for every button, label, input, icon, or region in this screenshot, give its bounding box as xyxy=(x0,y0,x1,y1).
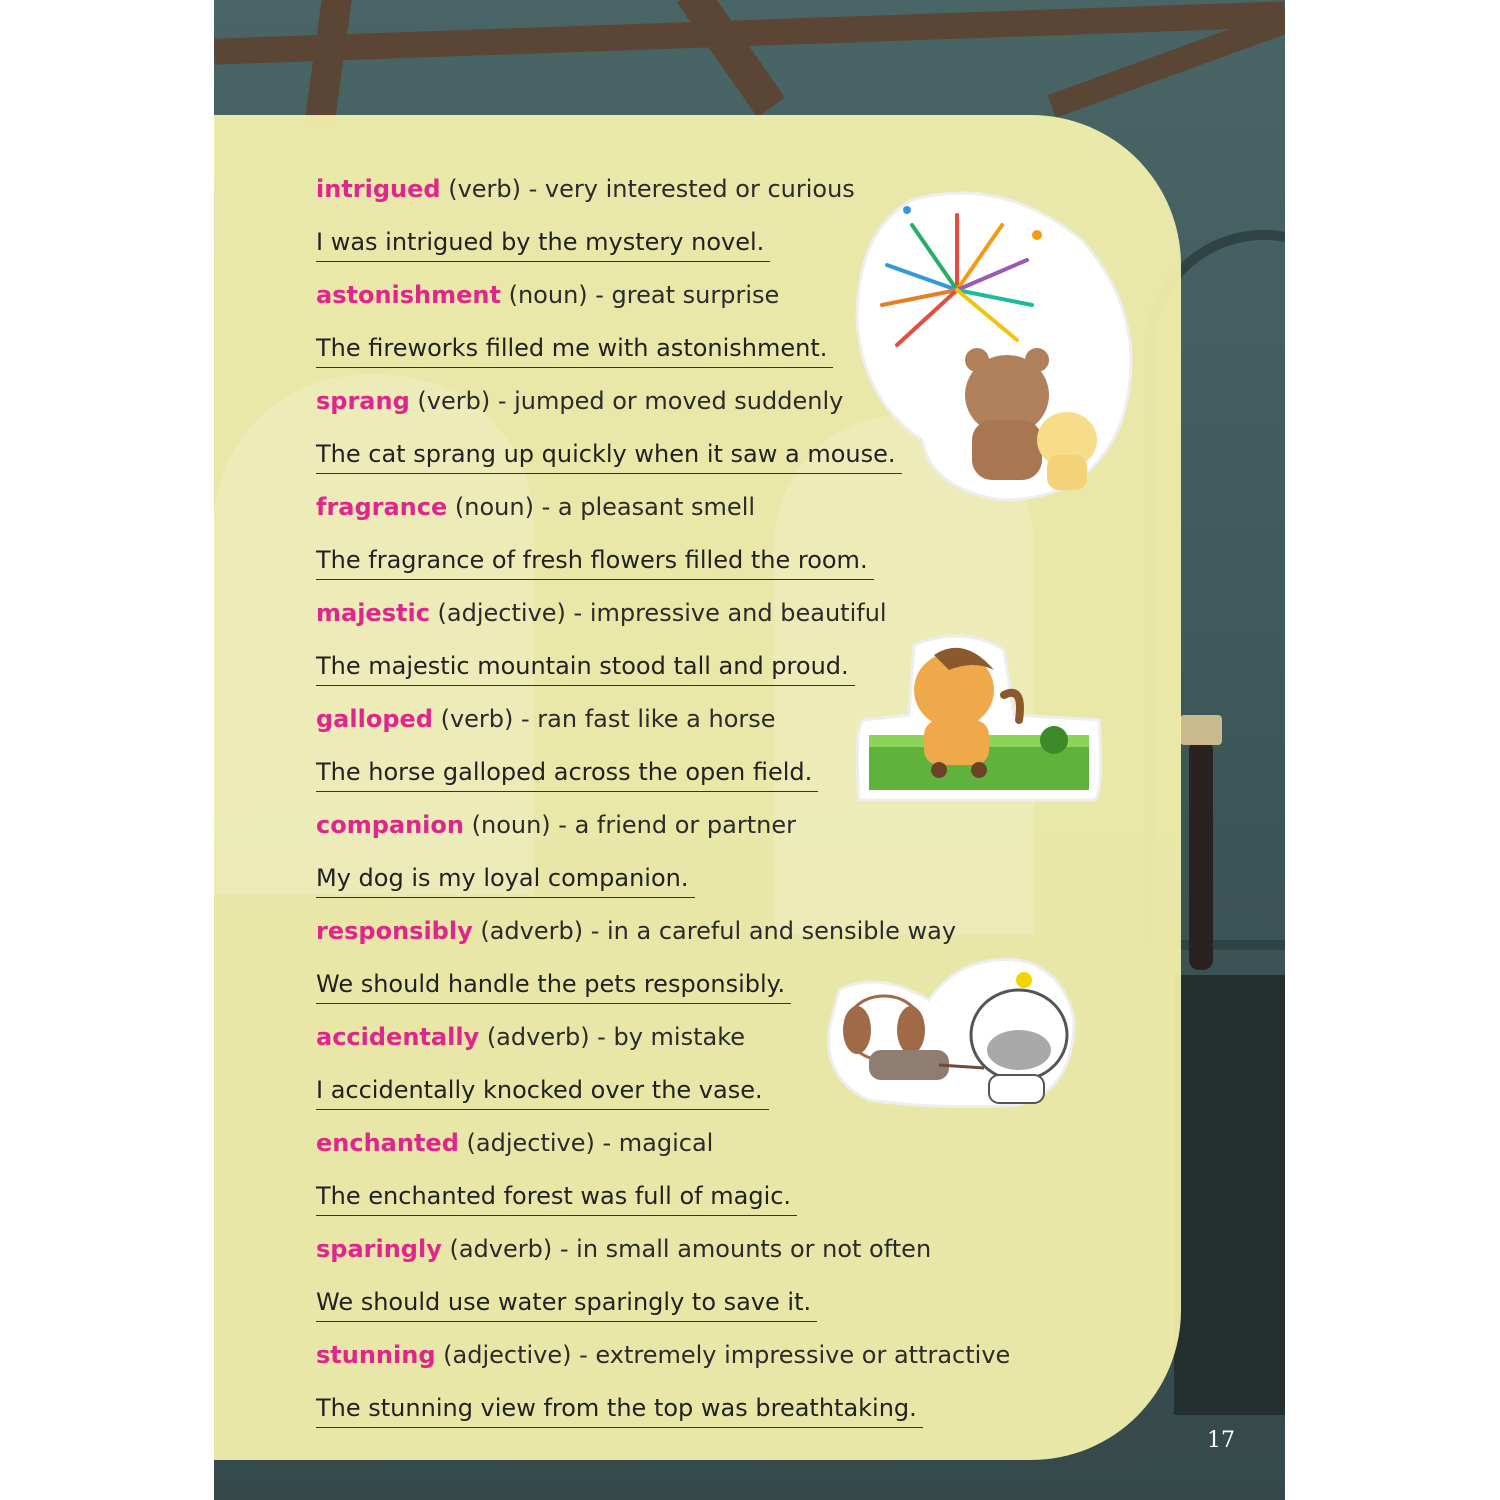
word-definition xyxy=(316,1336,1010,1374)
definition: (verb) - ran fast like a horse xyxy=(432,705,776,733)
vocab-entry xyxy=(316,1230,931,1322)
word-definition xyxy=(316,806,796,844)
vocab-word: responsibly xyxy=(316,917,473,945)
vocab-word: galloped xyxy=(316,705,433,733)
vocab-word: companion xyxy=(316,811,464,839)
example-sentence: My dog is my loyal companion. xyxy=(316,859,695,898)
word-definition xyxy=(316,594,887,632)
vocab-entry xyxy=(316,170,855,262)
vocab-entry xyxy=(316,488,874,580)
horse-field-sticker xyxy=(854,625,1104,805)
word-definition xyxy=(316,170,855,208)
example-sentence: The stunning view from the top was breathtaking. xyxy=(316,1389,923,1428)
example-sentence: The cat sprang up quickly when it saw a mouse. xyxy=(316,435,902,474)
dog-cow-sticker xyxy=(819,950,1079,1110)
definition: (adverb) - by mistake xyxy=(479,1023,746,1051)
example-sentence: We should use water sparingly to save it. xyxy=(316,1283,817,1322)
candlestick xyxy=(1189,740,1213,970)
example-sentence: The horse galloped across the open field. xyxy=(316,753,818,792)
example-sentence: I was intrigued by the mystery novel. xyxy=(316,223,770,262)
definition: (adverb) - in a careful and sensible way xyxy=(472,917,957,945)
vocab-word: enchanted xyxy=(316,1129,459,1157)
vocab-word: stunning xyxy=(316,1341,436,1369)
definition: (verb) - very interested or curious xyxy=(440,175,855,203)
vocab-entry xyxy=(316,806,796,898)
vocab-word: intrigued xyxy=(316,175,441,203)
definition: (adjective) - impressive and beautiful xyxy=(429,599,887,627)
example-sentence: The fireworks filled me with astonishment. xyxy=(316,329,833,368)
ceiling-beam xyxy=(677,0,785,117)
example-sentence: We should handle the pets responsibly. xyxy=(316,965,791,1004)
definition: (noun) - a friend or partner xyxy=(463,811,796,839)
definition: (verb) - jumped or moved suddenly xyxy=(409,387,844,415)
definition: (adjective) - extremely impressive or attractive xyxy=(435,1341,1011,1369)
vocab-word: majestic xyxy=(316,599,430,627)
vocab-entry xyxy=(316,700,818,792)
candle xyxy=(1180,715,1222,745)
word-definition xyxy=(316,1018,769,1056)
vocab-word: fragrance xyxy=(316,493,448,521)
definition: (noun) - great surprise xyxy=(500,281,780,309)
vocab-word: sprang xyxy=(316,387,410,415)
vocab-entry xyxy=(316,1336,1010,1428)
ceiling-beam xyxy=(304,0,355,131)
word-definition xyxy=(316,488,874,526)
vocab-word: accidentally xyxy=(316,1023,480,1051)
definition: (adjective) - magical xyxy=(458,1129,714,1157)
word-definition xyxy=(316,1230,931,1268)
page-number: 17 xyxy=(1207,1428,1235,1453)
word-definition xyxy=(316,382,902,420)
example-sentence: The majestic mountain stood tall and proud. xyxy=(316,647,855,686)
vocabulary-panel xyxy=(214,115,1181,1460)
example-sentence: I accidentally knocked over the vase. xyxy=(316,1071,769,1110)
word-definition xyxy=(316,1124,797,1162)
word-definition xyxy=(316,276,833,314)
book-page xyxy=(214,0,1285,1500)
definition: (noun) - a pleasant smell xyxy=(447,493,756,521)
vocab-entry xyxy=(316,1018,769,1110)
definition: (adverb) - in small amounts or not often xyxy=(441,1235,932,1263)
word-definition xyxy=(316,912,956,950)
word-definition xyxy=(316,700,818,738)
vocab-entry xyxy=(316,276,833,368)
vocab-entry xyxy=(316,1124,797,1216)
vocab-word: sparingly xyxy=(316,1235,442,1263)
example-sentence: The fragrance of fresh flowers filled the room. xyxy=(316,541,874,580)
fireworks-bears-sticker xyxy=(852,180,1152,515)
example-sentence: The enchanted forest was full of magic. xyxy=(316,1177,797,1216)
background-desk xyxy=(1174,975,1285,1415)
vocab-entry xyxy=(316,594,887,686)
vocab-word: astonishment xyxy=(316,281,501,309)
vocab-entry xyxy=(316,382,902,474)
